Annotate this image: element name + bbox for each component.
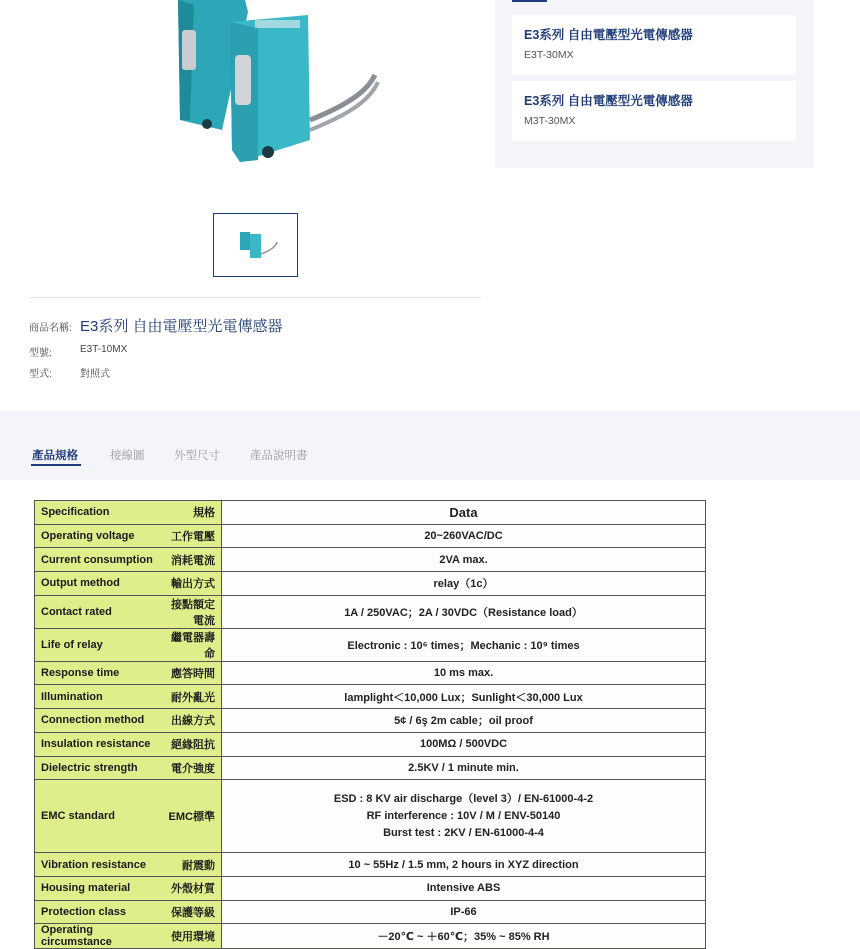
info-divider [29, 297, 481, 298]
spec-emc-val [222, 780, 706, 853]
spec-row-val: IP-66 [222, 900, 706, 924]
spec-row-val: －20℃ ~ ＋60℃；35% ~ 85% RH [222, 924, 706, 949]
model-label: 型號: [29, 348, 52, 359]
thumbnail-image [214, 214, 297, 276]
spec-row-zh: 輸出方式 [159, 572, 222, 596]
spec-row [35, 595, 706, 628]
tab-manual[interactable]: 產品說明書 [250, 450, 308, 462]
related-product-card[interactable] [512, 15, 796, 75]
spec-row-val: 10 ~ 55Hz / 1.5 mm, 2 hours in XYZ direction [222, 853, 706, 877]
spec-header-zh: 規格 [159, 501, 222, 525]
model-value: E3T-10MX [80, 344, 128, 355]
spec-row-zh: 應答時間 [159, 661, 222, 685]
related-product-model: M3T-30MX [524, 115, 576, 127]
product-thumbnail[interactable] [213, 213, 298, 277]
spec-row [35, 628, 706, 661]
spec-row-val: 10 ms max. [222, 661, 706, 685]
emc-line: RF interference : 10V / M / ENV-50140 [366, 809, 561, 822]
spec-row-en: Dielectric strength [35, 756, 160, 780]
tab-spec[interactable]: 產品規格 [32, 450, 78, 462]
product-photo [160, 0, 380, 170]
spec-emc-zh: EMC標準 [159, 780, 222, 853]
spec-row [35, 732, 706, 756]
spec-row-val: Intensive ABS [222, 876, 706, 900]
spec-header-en: Specification [35, 501, 160, 525]
spec-emc-en: EMC standard [35, 780, 160, 853]
spec-row-zh: 絕緣阻抗 [159, 732, 222, 756]
emc-line: Burst test : 2KV / EN-61000-4-4 [383, 826, 544, 839]
related-product-model: E3T-30MX [524, 49, 574, 61]
spec-row [35, 876, 706, 900]
spec-row [35, 685, 706, 709]
spec-row-en: Vibration resistance [35, 853, 160, 877]
spec-row-en: Contact rated [35, 595, 160, 628]
related-product-title[interactable]: E3系列 自由電壓型光電傳感器 [524, 94, 693, 108]
type-value: 對照式 [80, 369, 110, 380]
spec-row-zh: 耐震動 [159, 853, 222, 877]
spec-row-en: Output method [35, 572, 160, 596]
type-label: 型式: [29, 369, 52, 380]
spec-row-val: 2.5KV / 1 minute min. [222, 756, 706, 780]
spec-row-val: 5¢ / 6ş 2m cable；oil proof [222, 709, 706, 733]
tab-dimensions[interactable]: 外型尺寸 [174, 450, 220, 462]
spec-row-en: Connection method [35, 709, 160, 733]
emc-line: ESD : 8 KV air discharge（level 3）/ EN-61000-4-2 [333, 792, 594, 805]
spec-row-en: Protection class [35, 900, 160, 924]
spec-row-en: Life of relay [35, 628, 160, 661]
spec-row-en: Operating circumstance [35, 924, 160, 949]
spec-row-val: 2VA max. [222, 548, 706, 572]
spec-row [35, 709, 706, 733]
spec-row-zh: 接點額定電流 [159, 595, 222, 628]
spec-row [35, 924, 706, 949]
spec-row-en: Response time [35, 661, 160, 685]
spec-row [35, 756, 706, 780]
spec-row-zh: 出線方式 [159, 709, 222, 733]
spec-table [34, 500, 706, 949]
spec-row-zh: 電介強度 [159, 756, 222, 780]
spec-header-val: Data [222, 501, 706, 525]
spec-row-emc [35, 780, 706, 853]
spec-row-en: Housing material [35, 876, 160, 900]
spec-row-en: Insulation resistance [35, 732, 160, 756]
product-name: E3系列 自由電壓型光電傳感器 [80, 318, 283, 335]
spec-row-zh: 外殼材質 [159, 876, 222, 900]
related-tab-indicator [512, 0, 547, 2]
spec-row-zh: 使用環境 [159, 924, 222, 949]
spec-row-val: 1A / 250VAC；2A / 30VDC（Resistance load） [222, 595, 706, 628]
spec-row-zh: 繼電器壽命 [159, 628, 222, 661]
spec-row [35, 548, 706, 572]
spec-row-zh: 耐外亂光 [159, 685, 222, 709]
spec-row-en: Current consumption [35, 548, 160, 572]
spec-row [35, 853, 706, 877]
tab-wiring[interactable]: 接線圖 [110, 450, 145, 462]
spec-row [35, 572, 706, 596]
spec-row-en: Operating voltage [35, 524, 160, 548]
spec-row [35, 661, 706, 685]
spec-row-zh: 消耗電流 [159, 548, 222, 572]
spec-row-val: relay（1c） [222, 572, 706, 596]
spec-row-val: 100MΩ / 500VDC [222, 732, 706, 756]
spec-row-val: lamplight＜10,000 Lux；Sunlight＜30,000 Lux [222, 685, 706, 709]
product-name-label: 商品名稱: [29, 323, 72, 334]
spec-row-en: Illumination [35, 685, 160, 709]
spec-row-zh: 保護等級 [159, 900, 222, 924]
related-product-title[interactable]: E3系列 自由電壓型光電傳感器 [524, 28, 693, 42]
spec-row [35, 900, 706, 924]
spec-row [35, 524, 706, 548]
spec-row-zh: 工作電壓 [159, 524, 222, 548]
spec-header-row [35, 501, 706, 525]
spec-row-val: Electronic : 10⁶ times；Mechanic : 10⁹ times [222, 628, 706, 661]
related-product-card[interactable] [512, 81, 796, 141]
spec-row-val: 20~260VAC/DC [222, 524, 706, 548]
active-tab-underline [31, 464, 81, 466]
